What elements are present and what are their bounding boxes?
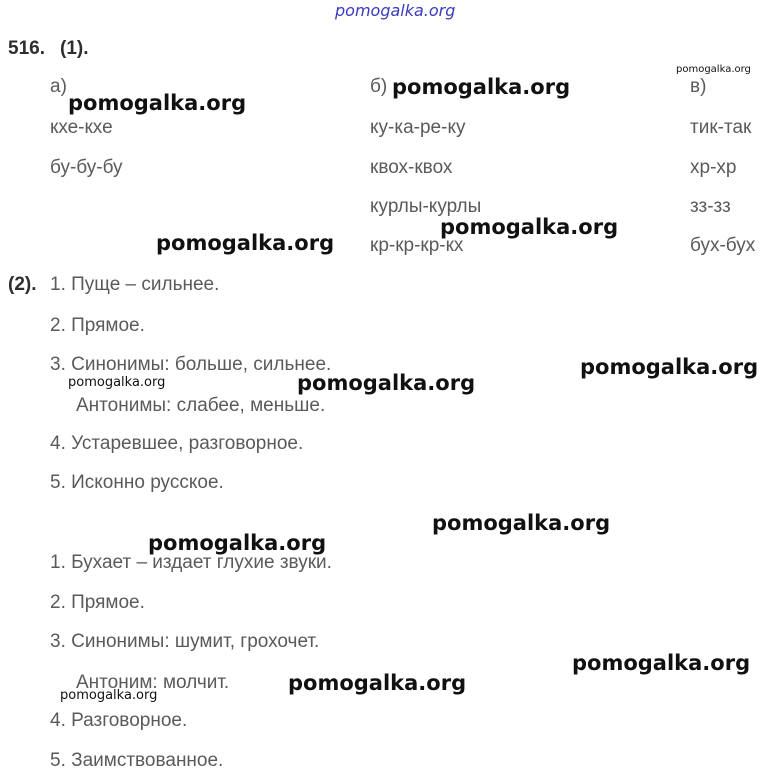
answer-line: Антоним: молчит.	[76, 672, 230, 693]
watermark: pomogalka.org	[297, 371, 476, 395]
answer-line: 1. Бухает – издает глухие звуки.	[50, 552, 332, 573]
task-number: 516.	[8, 38, 45, 59]
answer-line: 3. Синонимы: шумит, грохочет.	[50, 631, 320, 652]
answer-line: 5. Заимствованное.	[50, 750, 224, 771]
watermark: pomogalka.org	[440, 215, 619, 239]
watermark: pomogalka.org	[676, 64, 751, 75]
answer-line: 1. Пуще – сильнее.	[50, 274, 220, 295]
watermark: pomogalka.org	[68, 375, 166, 390]
watermark: pomogalka.org	[580, 355, 759, 379]
answer-line: 2. Прямое.	[50, 315, 145, 336]
watermark: pomogalka.org	[392, 75, 571, 99]
column-b-item: квох-квох	[370, 157, 453, 178]
column-c-item: бух-бух	[690, 235, 756, 256]
column-c-item: зз-зз	[690, 196, 731, 217]
watermark: pomogalka.org	[148, 531, 327, 555]
watermark: pomogalka.org	[156, 231, 335, 255]
answer-line: 4. Разговорное.	[50, 710, 188, 731]
watermark: pomogalka.org	[288, 671, 467, 695]
column-b-item: кр-кр-кр-кх	[370, 235, 464, 256]
column-c-item: тик-так	[690, 117, 752, 138]
column-c-label: в)	[690, 76, 707, 97]
column-a-item: бу-бу-бу	[50, 157, 123, 178]
answer-line: 3. Синонимы: больше, сильнее.	[50, 354, 332, 375]
column-a-item: кхе-кхе	[50, 117, 113, 138]
column-b-item: ку-ка-ре-ку	[370, 117, 466, 138]
column-c-item: хр-хр	[690, 157, 737, 178]
watermark: pomogalka.org	[432, 511, 611, 535]
column-a-label: а)	[50, 76, 67, 97]
answer-line: Антонимы: слабее, меньше.	[76, 395, 326, 416]
column-b-item: курлы-курлы	[370, 196, 482, 217]
answer-line: 2. Прямое.	[50, 592, 145, 613]
watermark: pomogalka.org	[60, 688, 158, 703]
watermark-top: pomogalka.org	[335, 1, 456, 20]
task-part1-label: (1).	[60, 38, 89, 59]
answer-line: 4. Устаревшее, разговорное.	[50, 433, 304, 454]
answer-line: 5. Исконно русское.	[50, 472, 224, 493]
watermark: pomogalka.org	[572, 651, 751, 675]
column-b-label: б)	[370, 76, 388, 97]
watermark: pomogalka.org	[68, 91, 247, 115]
task-part2-label: (2).	[8, 274, 37, 295]
